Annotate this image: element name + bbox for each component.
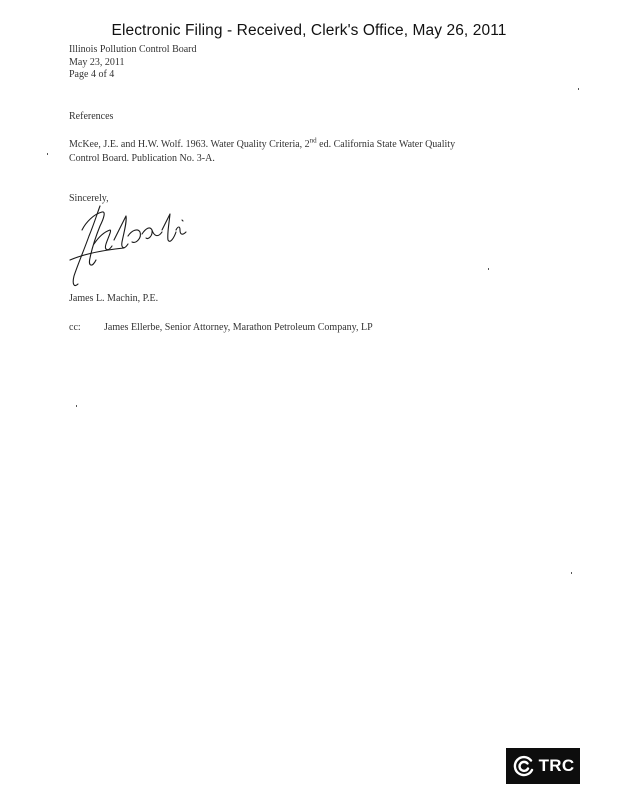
scan-speck bbox=[47, 153, 48, 155]
citation-superscript: nd bbox=[309, 136, 317, 145]
closing-salutation: Sincerely, bbox=[69, 193, 109, 204]
scan-speck bbox=[578, 88, 579, 90]
references-heading: References bbox=[69, 111, 114, 122]
signer-name: James L. Machin, P.E. bbox=[69, 293, 159, 304]
scan-speck bbox=[488, 268, 489, 270]
cc-recipient: James Ellerbe, Senior Attorney, Marathon Petroleum Company, LP bbox=[104, 322, 373, 333]
handwritten-signature bbox=[64, 200, 194, 292]
citation-text-continued: ed. California State Water Quality bbox=[316, 139, 456, 150]
letter-header bbox=[69, 44, 197, 82]
scan-speck bbox=[76, 405, 77, 407]
citation-line-1 bbox=[69, 138, 549, 152]
reference-citation bbox=[69, 138, 549, 166]
recipient-line: Illinois Pollution Control Board bbox=[69, 44, 197, 55]
trc-logo bbox=[506, 748, 580, 784]
citation-line-2: Control Board. Publication No. 3-A. bbox=[69, 153, 215, 164]
cc-label: cc: bbox=[69, 322, 81, 333]
logo-text: TRC bbox=[538, 756, 575, 775]
date-line: May 23, 2011 bbox=[69, 56, 125, 68]
page-number: Page 4 of 4 bbox=[69, 69, 115, 80]
trc-swirl-icon bbox=[512, 754, 536, 778]
cc-line bbox=[69, 322, 373, 333]
filing-stamp: Electronic Filing - Received, Clerk's Office, May 26, 2011 bbox=[111, 22, 507, 39]
scan-speck bbox=[571, 572, 572, 574]
citation-text: McKee, J.E. and H.W. Wolf. 1963. Water Quality Criteria, 2 bbox=[69, 139, 310, 150]
